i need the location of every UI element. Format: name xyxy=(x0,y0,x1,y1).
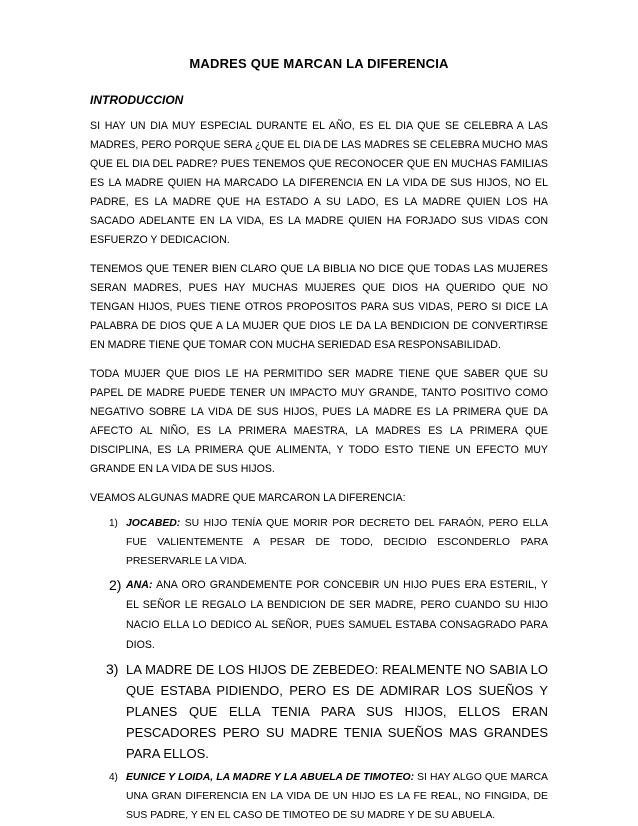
list-item-zebedeo xyxy=(90,659,548,764)
list-number: 1) xyxy=(109,518,118,529)
list-text: LA MADRE DE LOS HIJOS DE ZEBEDEO: REALMENTE NO SABIA LO QUE ESTABA PIDIENDO, PERO ES DE ADMIRAR LOS SUEÑOS Y PLANES QUE ELLA TENIA PARA SUS HIJOS, ELLOS ERAN PESCADORES PERO SU MADRE TENIA SUEÑOS MAS GRANDES PARA ELLOS. xyxy=(126,662,548,761)
paragraph-3: TODA MUJER QUE DIOS LE HA PERMITIDO SER MADRE TIENE QUE SABER QUE SU PAPEL DE MADRE PUEDE TENER UN IMPACTO MUY GRANDE, TANTO POSITIVO COMO NEGATIVO SOBRE LA VIDA DE SUS HIJOS, PUES LA MADRE ES LA PRIMERA QUE DA AFECTO AL NIÑO, ES LA PRIMERA MAESTRA, LA MADRES ES LA PRIMERA QUE DISCIPLINA, ES LA PRIMERA QUE ALIMENTA, Y TODO ESTO TIENE UN EFECTO MUY GRANDE EN LA VIDA DE SUS HIJOS. xyxy=(90,368,548,475)
list-number: 4) xyxy=(109,772,118,783)
list-number: 3) xyxy=(106,661,119,677)
paragraph-2: TENEMOS QUE TENER BIEN CLARO QUE LA BIBLIA NO DICE QUE TODAS LAS MUJERES SERAN MADRES, PUES HAY MUCHAS MUJERES QUE DIOS HA QUERIDO QUE NO TENGAN HIJOS, PUES TIENE OTROS PROPOSITOS PARA SUS VIDAS, PERO SI DICE LA PALABRA DE DIOS QUE A LA MUJER QUE DIOS LE DA LA BENDICION DE CONVERTIRSE EN MADRE TIENE QUE TOMAR CON MUCHA SERIEDAD ESA RESPONSABILIDAD. xyxy=(90,263,548,351)
list-term: ANA: xyxy=(126,579,153,591)
list-number: 2) xyxy=(109,577,122,593)
list-term: EUNICE Y LOIDA, LA MADRE Y LA ABUELA DE TIMOTEO: xyxy=(126,772,415,783)
list-text: SU HIJO TENÍA QUE MORIR POR DECRETO DEL FARAÓN, PERO ELLA FUE VALIENTEMENTE A PESAR DE TODO, DECIDIO ESCONDERLO PARA PRESERVARLE LA VIDA. xyxy=(126,518,548,567)
list-intro: VEAMOS ALGUNAS MADRE QUE MARCARON LA DIFERENCIA: xyxy=(90,492,406,504)
list-text: SI HAY ALGO QUE MARCA UNA GRAN DIFERENCIA EN LA VIDA DE UN HIJO ES LA FE REAL, NO FINGIDA, DE SUS PADRE, Y EN EL CASO DE TIMOTEO DE SU MADRE Y DE SU ABUELA. xyxy=(126,772,548,821)
list-term: JOCABED: xyxy=(126,518,181,529)
list-item-ana xyxy=(90,575,548,655)
list-item-jocabed xyxy=(90,514,548,571)
document-title: MADRES QUE MARCAN LA DIFERENCIA xyxy=(189,56,449,71)
section-heading: INTRODUCCION xyxy=(90,93,184,107)
examples-list xyxy=(90,514,548,825)
list-text: ANA ORO GRANDEMENTE POR CONCEBIR UN HIJO PUES ERA ESTERIL, Y EL SEÑOR LE REGALO LA BENDICION DE SER MADRE, PERO CUANDO SU HIJO NACIO ELLA LO DEDICO AL SEÑOR, PUES SAMUEL ESTABA CONSAGRADO PARA DIOS. xyxy=(126,579,548,651)
paragraph-1: SI HAY UN DIA MUY ESPECIAL DURANTE EL AÑO, ES EL DIA QUE SE CELEBRA A LAS MADRES, PERO PORQUE SERA ¿QUE EL DIA DE LAS MADRES SE CELEBRA MUCHO MAS QUE EL DIA DEL PADRE? PUES TENEMOS QUE RECONOCER QUE EN MUCHAS FAMILIAS ES LA MADRE QUIEN HA MARCADO LA DIFERENCIA EN LA VIDA DE SUS HIJOS, NO EL PADRE, ES LA MADRE QUE HA ESTADO A SU LADO, ES LA MADRE QUIEN LOS HA SACADO ADELANTE EN LA VIDA, ES LA MADRE QUIEN HA FORJADO SUS VIDAS CON ESFUERZO Y DEDICACION. xyxy=(90,120,548,246)
list-item-eunice-loida xyxy=(90,768,548,825)
